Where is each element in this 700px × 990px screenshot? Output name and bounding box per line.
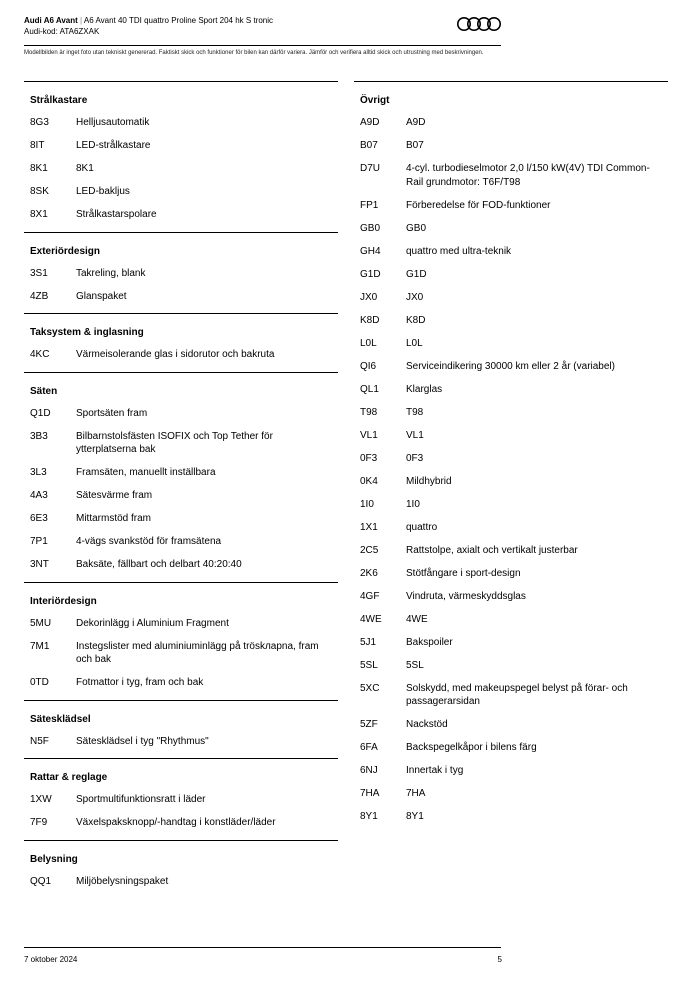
spec-section <box>24 82 338 233</box>
option-code: B07 <box>360 140 378 151</box>
option-description: A9D <box>406 117 426 128</box>
option-code: 8X1 <box>30 209 48 220</box>
option-description: 1I0 <box>406 498 420 510</box>
option-description: Innertak i tyg <box>406 765 464 776</box>
option-description: quattro med ultra-teknik <box>406 245 512 257</box>
option-description: Sätesklädsel i tyg "Rhythmus" <box>76 735 209 747</box>
spec-item <box>24 731 338 759</box>
option-description: L0L <box>406 337 423 349</box>
option-description: 5SL <box>406 659 424 671</box>
option-code: FP1 <box>360 199 379 211</box>
spec-item <box>354 517 668 540</box>
footer-divider <box>24 947 501 948</box>
option-code: 4ZB <box>30 290 49 302</box>
spec-item <box>354 540 668 563</box>
spec-item <box>24 871 338 899</box>
left-column <box>24 81 338 898</box>
option-description: Mittarmstöd fram <box>76 513 152 524</box>
spec-item <box>24 636 338 673</box>
option-description: GB0 <box>406 222 427 234</box>
option-code: 3L3 <box>30 467 47 478</box>
page-number: 5 <box>497 955 502 964</box>
spec-section <box>24 583 338 701</box>
option-description: G1D <box>406 268 427 280</box>
disclaimer-text: Modellbilden är inget foto utan tekniskt genererad. Faktiskt skick och funktioner för bilen kan därför variera. Jämför och verifiera alltid skick och utrustning med beskrivningen. <box>24 50 484 56</box>
option-code: 1XW <box>30 794 52 805</box>
option-code: JX0 <box>360 291 378 303</box>
option-code: 6NJ <box>360 765 378 776</box>
option-description: Dekorinlägg i Aluminium Fragment <box>76 617 229 629</box>
spec-item <box>24 485 338 508</box>
option-description: Framsäten, manuellt inställbara <box>76 467 216 478</box>
spec-section <box>24 314 338 373</box>
spec-item <box>24 613 338 636</box>
section-title: Interiördesign <box>30 595 97 607</box>
option-code: K8D <box>360 314 380 326</box>
option-code: A9D <box>360 117 380 128</box>
option-description: Förberedelse för FOD-funktioner <box>406 199 551 211</box>
section-title: Övrigt <box>360 95 390 106</box>
spec-item <box>24 158 338 181</box>
spec-item <box>24 181 338 204</box>
spec-item <box>354 760 668 783</box>
title-line <box>24 16 500 26</box>
option-code: 7F9 <box>30 817 48 828</box>
spec-item <box>354 563 668 586</box>
option-description: Nackstöd <box>406 719 448 730</box>
spec-item <box>354 264 668 287</box>
option-description: 8Y1 <box>406 811 424 822</box>
option-code: 8K1 <box>30 163 48 174</box>
spec-item <box>24 135 338 158</box>
option-description: 0F3 <box>406 452 424 464</box>
option-description: Sportmultifunktionsratt i läder <box>76 794 206 805</box>
spec-item <box>24 672 338 700</box>
option-description: 4WE <box>406 613 428 625</box>
option-code: 5J1 <box>360 636 377 648</box>
section-title: Sätesklädsel <box>30 713 91 725</box>
spec-item <box>354 218 668 241</box>
option-description: LED-bakljus <box>76 186 130 197</box>
option-code: QQ1 <box>30 875 52 887</box>
spec-item <box>24 508 338 531</box>
spec-item <box>354 333 668 356</box>
option-code: 8IT <box>30 140 45 151</box>
spec-item <box>354 783 668 806</box>
spec-item <box>354 287 668 310</box>
option-code: QI6 <box>360 360 377 372</box>
right-column <box>354 81 668 834</box>
option-code: 5MU <box>30 617 52 629</box>
spec-item <box>354 356 668 379</box>
spec-item <box>354 586 668 609</box>
spec-item <box>24 789 338 812</box>
model-name: Audi A6 Avant <box>24 16 78 25</box>
spec-item <box>354 678 668 715</box>
option-description: Värmeisolerande glas i sidorutor och bakruta <box>76 349 275 360</box>
spec-item <box>354 632 668 655</box>
option-code: VL1 <box>360 429 378 441</box>
spec-section <box>24 373 338 583</box>
option-code: 5ZF <box>360 719 378 730</box>
option-code: 7P1 <box>30 536 48 547</box>
spec-item <box>354 112 668 135</box>
option-code: L0L <box>360 337 377 349</box>
option-description: Instegslister med aluminiuminlägg på tröskларna, fram och bak <box>76 640 319 665</box>
option-code: 0TD <box>30 677 49 688</box>
option-code: 8Y1 <box>360 811 378 822</box>
spec-item <box>354 425 668 448</box>
spec-item <box>354 737 668 760</box>
option-code: Q1D <box>30 407 51 419</box>
option-description: Klarglas <box>406 383 443 395</box>
option-description: quattro <box>406 521 438 533</box>
spec-item <box>24 812 338 840</box>
section-title: Taksystem & inglasning <box>30 327 144 338</box>
spec-item <box>24 403 338 426</box>
spec-item <box>24 344 338 372</box>
title-separator: | <box>80 16 83 25</box>
audi-code: Audi-kod: ATA6ZXAK <box>24 27 100 36</box>
spec-item <box>354 448 668 471</box>
option-description: Sportsäten fram <box>76 407 148 419</box>
option-code: 3B3 <box>30 430 48 442</box>
option-description: Helljusautomatik <box>76 117 150 128</box>
option-code: 6E3 <box>30 513 48 524</box>
option-code: 3NT <box>30 559 49 570</box>
spec-item <box>354 494 668 517</box>
option-code: 1X1 <box>360 521 378 533</box>
section-title: Exteriördesign <box>30 245 101 257</box>
spec-section <box>24 841 338 899</box>
spec-section <box>24 701 338 760</box>
footer-date: 7 oktober 2024 <box>24 955 78 964</box>
spec-item <box>354 241 668 264</box>
spec-item <box>354 655 668 678</box>
variant-name: A6 Avant 40 TDI quattro Proline Sport 204 hk S tronic <box>83 16 274 25</box>
option-code: 2K6 <box>360 567 378 579</box>
spec-item <box>354 158 668 195</box>
spec-item <box>354 310 668 333</box>
spec-section <box>24 759 338 841</box>
option-description: Rattstolpe, axialt och vertikalt justerbar <box>406 544 578 556</box>
option-description: 4-vägs svankstöd för framsätena <box>76 536 222 547</box>
option-code: 7M1 <box>30 640 50 652</box>
option-description: Bakspoiler <box>406 636 453 648</box>
option-code: 0F3 <box>360 452 378 464</box>
option-description: Backspegelkåpor i bilens färg <box>406 742 537 753</box>
option-code: QL1 <box>360 383 379 395</box>
spec-item <box>24 112 338 135</box>
option-description: JX0 <box>406 291 424 303</box>
spec-item <box>354 402 668 425</box>
option-description: Stötfångare i sport-design <box>406 567 521 579</box>
spec-item <box>24 204 338 232</box>
option-code: 8G3 <box>30 117 49 128</box>
section-title: Belysning <box>30 853 78 865</box>
option-description: Glanspaket <box>76 290 127 302</box>
spec-item <box>24 531 338 554</box>
option-description: Baksäte, fällbart och delbart 40:20:40 <box>76 559 242 570</box>
option-description: 7HA <box>406 788 426 799</box>
option-description: LED-strålkastare <box>76 140 151 151</box>
section-title: Strålkastare <box>30 95 88 106</box>
spec-item <box>354 806 668 834</box>
spec-item <box>24 263 338 286</box>
option-description: Bilbarnstolsfästen ISOFIX och Top Tether för ytterplatserna bak <box>76 430 273 455</box>
option-code: 4GF <box>360 590 380 602</box>
option-description: Växelspaksknopp/-handtag i konstläder/läder <box>76 817 276 828</box>
option-code: 6FA <box>360 742 378 753</box>
option-code: G1D <box>360 268 381 280</box>
option-code: 5SL <box>360 659 378 671</box>
option-code: 7HA <box>360 788 380 799</box>
option-description: Solskydd, med makeupspegel belyst på förar- och passagerarsidan <box>406 682 628 707</box>
spec-item <box>24 554 338 582</box>
option-code: 5XC <box>360 682 380 694</box>
spec-item <box>354 471 668 494</box>
option-description: B07 <box>406 140 424 151</box>
spec-item <box>354 135 668 158</box>
option-description: Vindruta, värmeskyddsglas <box>406 590 526 602</box>
option-code: D7U <box>360 163 381 174</box>
option-description: Sätesvärme fram <box>76 490 153 501</box>
header-divider <box>24 45 501 46</box>
option-description: Fotmattor i tyg, fram och bak <box>76 677 204 688</box>
spec-item <box>24 426 338 463</box>
option-description: Mildhybrid <box>406 475 452 487</box>
spec-item <box>354 714 668 737</box>
spec-item <box>24 286 338 314</box>
option-code: 4WE <box>360 613 382 625</box>
option-code: 2C5 <box>360 544 379 556</box>
option-code: 1I0 <box>360 498 374 510</box>
section-title: Säten <box>30 385 58 397</box>
option-description: 4-cyl. turbodieselmotor 2,0 l/150 kW(4V) TDI Common-Rail grundmotor: T6F/T98 <box>406 163 650 188</box>
option-description: VL1 <box>406 429 424 441</box>
option-description: Serviceindikering 30000 km eller 2 år (variabel) <box>406 360 615 372</box>
option-description: T98 <box>406 406 424 418</box>
option-description: Strålkastarspolare <box>76 209 157 220</box>
option-code: T98 <box>360 406 378 418</box>
spec-item <box>354 379 668 402</box>
option-code: 4KC <box>30 349 50 360</box>
option-code: 8SK <box>30 186 49 197</box>
spec-item <box>354 609 668 632</box>
spec-item <box>24 462 338 485</box>
option-description: Takreling, blank <box>76 267 146 279</box>
option-description: Miljöbelysningspaket <box>76 875 169 887</box>
audi-rings-logo-icon <box>456 16 502 32</box>
option-description: K8D <box>406 314 426 326</box>
option-code: 0K4 <box>360 475 378 487</box>
spec-section <box>24 233 338 315</box>
option-code: N5F <box>30 735 49 747</box>
section-title: Rattar & reglage <box>30 772 108 783</box>
option-code: GH4 <box>360 245 381 257</box>
option-code: 3S1 <box>30 267 48 279</box>
option-code: GB0 <box>360 222 381 234</box>
option-description: 8K1 <box>76 163 94 174</box>
spec-item <box>354 195 668 218</box>
option-code: 4A3 <box>30 490 48 501</box>
spec-section <box>354 82 668 834</box>
document-header <box>24 16 500 37</box>
